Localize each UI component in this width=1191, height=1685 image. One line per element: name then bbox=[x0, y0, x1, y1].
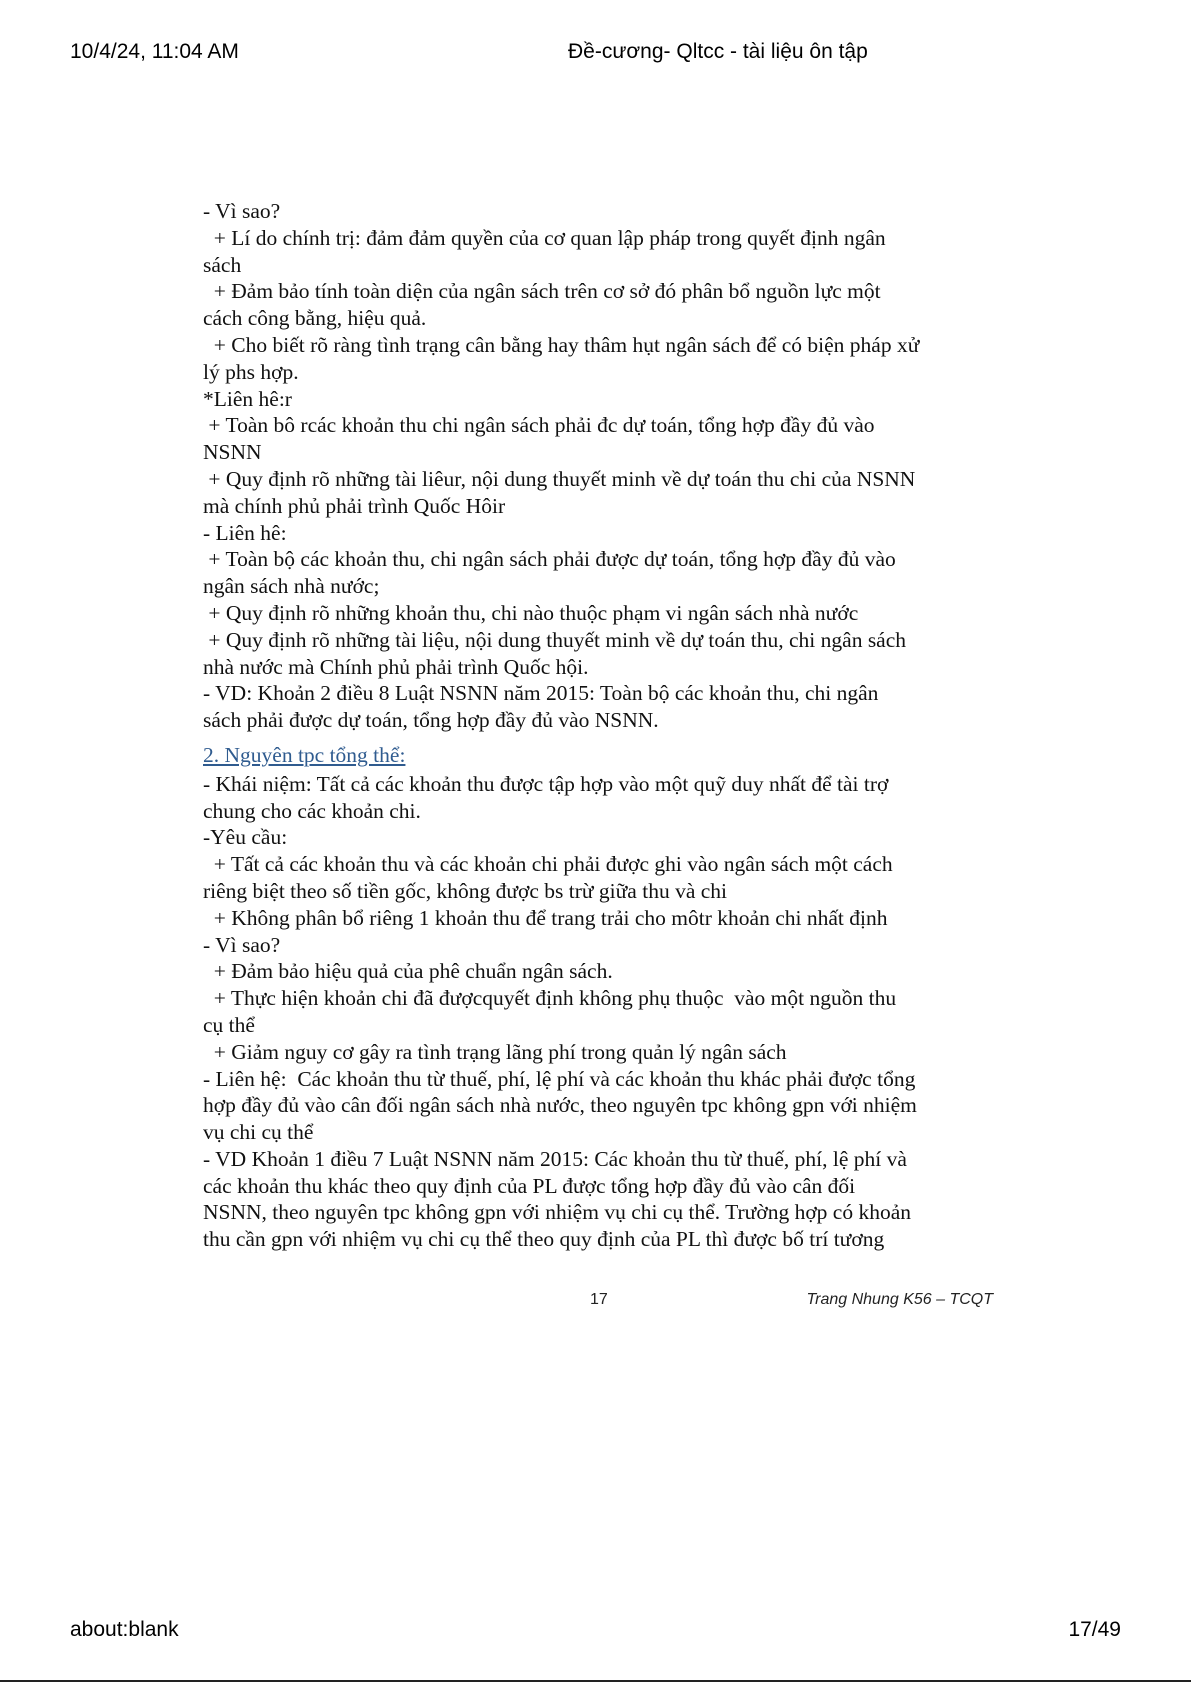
text-line: *Liên hê:r bbox=[203, 386, 292, 411]
text-line: cụ thể bbox=[203, 1012, 255, 1037]
text-line: lý phs hợp. bbox=[203, 359, 299, 384]
text-line: ngân sách nhà nước; bbox=[203, 574, 380, 599]
text-line: - VD: Khoản 2 điều 8 Luật NSNN năm 2015: Toàn bộ các khoản thu, chi ngân bbox=[203, 681, 879, 706]
text-line: sách phải được dự toán, tổng hợp đầy đủ vào NSNN. bbox=[203, 708, 659, 733]
text-line: chung cho các khoản chi. bbox=[203, 798, 421, 823]
text-line: - Liên hệ: Các khoản thu từ thuế, phí, lệ phí và các khoản thu khác phải được tổng bbox=[203, 1066, 916, 1091]
text-line: sách bbox=[203, 252, 242, 277]
print-url: about:blank bbox=[70, 1618, 179, 1641]
bottom-divider bbox=[0, 1680, 1191, 1682]
text-line: + Không phân bổ riêng 1 khoản thu để trang trải cho môtr khoản chi nhất định bbox=[203, 905, 888, 930]
text-line: - Liên hê: bbox=[203, 520, 287, 545]
text-line: + Quy định rõ những tài liêur, nội dung thuyết minh về dự toán thu chi của NSNN bbox=[203, 466, 916, 491]
text-line: NSNN bbox=[203, 440, 262, 465]
text-line: + Quy định rõ những khoản thu, chi nào thuộc phạm vi ngân sách nhà nước bbox=[203, 600, 859, 625]
text-line: + Quy định rõ những tài liệu, nội dung thuyết minh về dự toán thu, chi ngân sách bbox=[203, 627, 907, 652]
text-line: các khoản thu khác theo quy định của PL được tổng hợp đầy đủ vào cân đối bbox=[203, 1173, 856, 1198]
text-line: + Lí do chính trị: đảm đảm quyền của cơ quan lập pháp trong quyết định ngân bbox=[203, 225, 886, 250]
text-line: hợp đầy đủ vào cân đối ngân sách nhà nước, theo nguyên tpc không gpn với nhiệm bbox=[203, 1093, 917, 1118]
author-credit: Trang Nhung K56 – TCQT bbox=[806, 1291, 993, 1308]
text-line: vụ chi cụ thể bbox=[203, 1120, 314, 1145]
section-heading: 2. Nguyên tpc tổng thể: bbox=[203, 742, 406, 767]
text-line: cách công bằng, hiệu quả. bbox=[203, 306, 427, 331]
text-line: - Vì sao? bbox=[203, 199, 281, 223]
text-line: + Toàn bô rcác khoản thu chi ngân sách phải đc dự toán, tổng hợp đầy đủ vào bbox=[203, 413, 875, 438]
text-line: + Cho biết rõ ràng tình trạng cân bằng hay thâm hụt ngân sách để có biện pháp xử bbox=[203, 332, 920, 357]
text-line: - Vì sao? bbox=[203, 932, 281, 957]
text-line: - Khái niệm: Tất cả các khoản thu được tập hợp vào một quỹ duy nhất để tài trợ bbox=[203, 771, 889, 796]
text-line: + Tất cả các khoản thu và các khoản chi phải được ghi vào ngân sách một cách bbox=[203, 852, 893, 877]
document-page-footer bbox=[203, 1291, 993, 1315]
text-line: thu cần gpn với nhiệm vụ chi cụ thể theo quy định của PL thì được bố trí tương bbox=[203, 1227, 885, 1252]
text-line: + Giảm nguy cơ gây ra tình trạng lãng phí trong quản lý ngân sách bbox=[203, 1039, 787, 1064]
document-body bbox=[203, 198, 1003, 1253]
text-line: nhà nước mà Chính phủ phải trình Quốc hội. bbox=[203, 654, 589, 679]
page-number: 17 bbox=[590, 1291, 608, 1308]
text-line: + Thực hiện khoản chi đã đượcquyết định không phụ thuộc vào một nguồn thu bbox=[203, 986, 897, 1011]
text-line: + Đảm bảo tính toàn diện của ngân sách trên cơ sở đó phân bổ nguồn lực một bbox=[203, 279, 881, 304]
text-line: - VD Khoản 1 điều 7 Luật NSNN năm 2015: Các khoản thu từ thuế, phí, lệ phí và bbox=[203, 1146, 907, 1171]
text-line: NSNN, theo nguyên tpc không gpn với nhiệm vụ chi cụ thể. Trường hợp có khoản bbox=[203, 1200, 912, 1225]
print-datetime: 10/4/24, 11:04 AM bbox=[70, 40, 239, 63]
print-document-title: Đề-cương- Qltcc - tài liệu ôn tập bbox=[568, 40, 868, 63]
text-line: riêng biệt theo số tiền gốc, không được bs trừ giữa thu và chi bbox=[203, 878, 727, 903]
text-line: + Toàn bộ các khoản thu, chi ngân sách phải được dự toán, tổng hợp đầy đủ vào bbox=[203, 547, 896, 572]
print-page-counter: 17/49 bbox=[1068, 1618, 1121, 1641]
text-line: mà chính phủ phải trình Quốc Hôir bbox=[203, 493, 506, 518]
text-line: -Yêu cầu: bbox=[203, 825, 288, 850]
text-line: + Đảm bảo hiệu quả của phê chuẩn ngân sách. bbox=[203, 959, 613, 984]
